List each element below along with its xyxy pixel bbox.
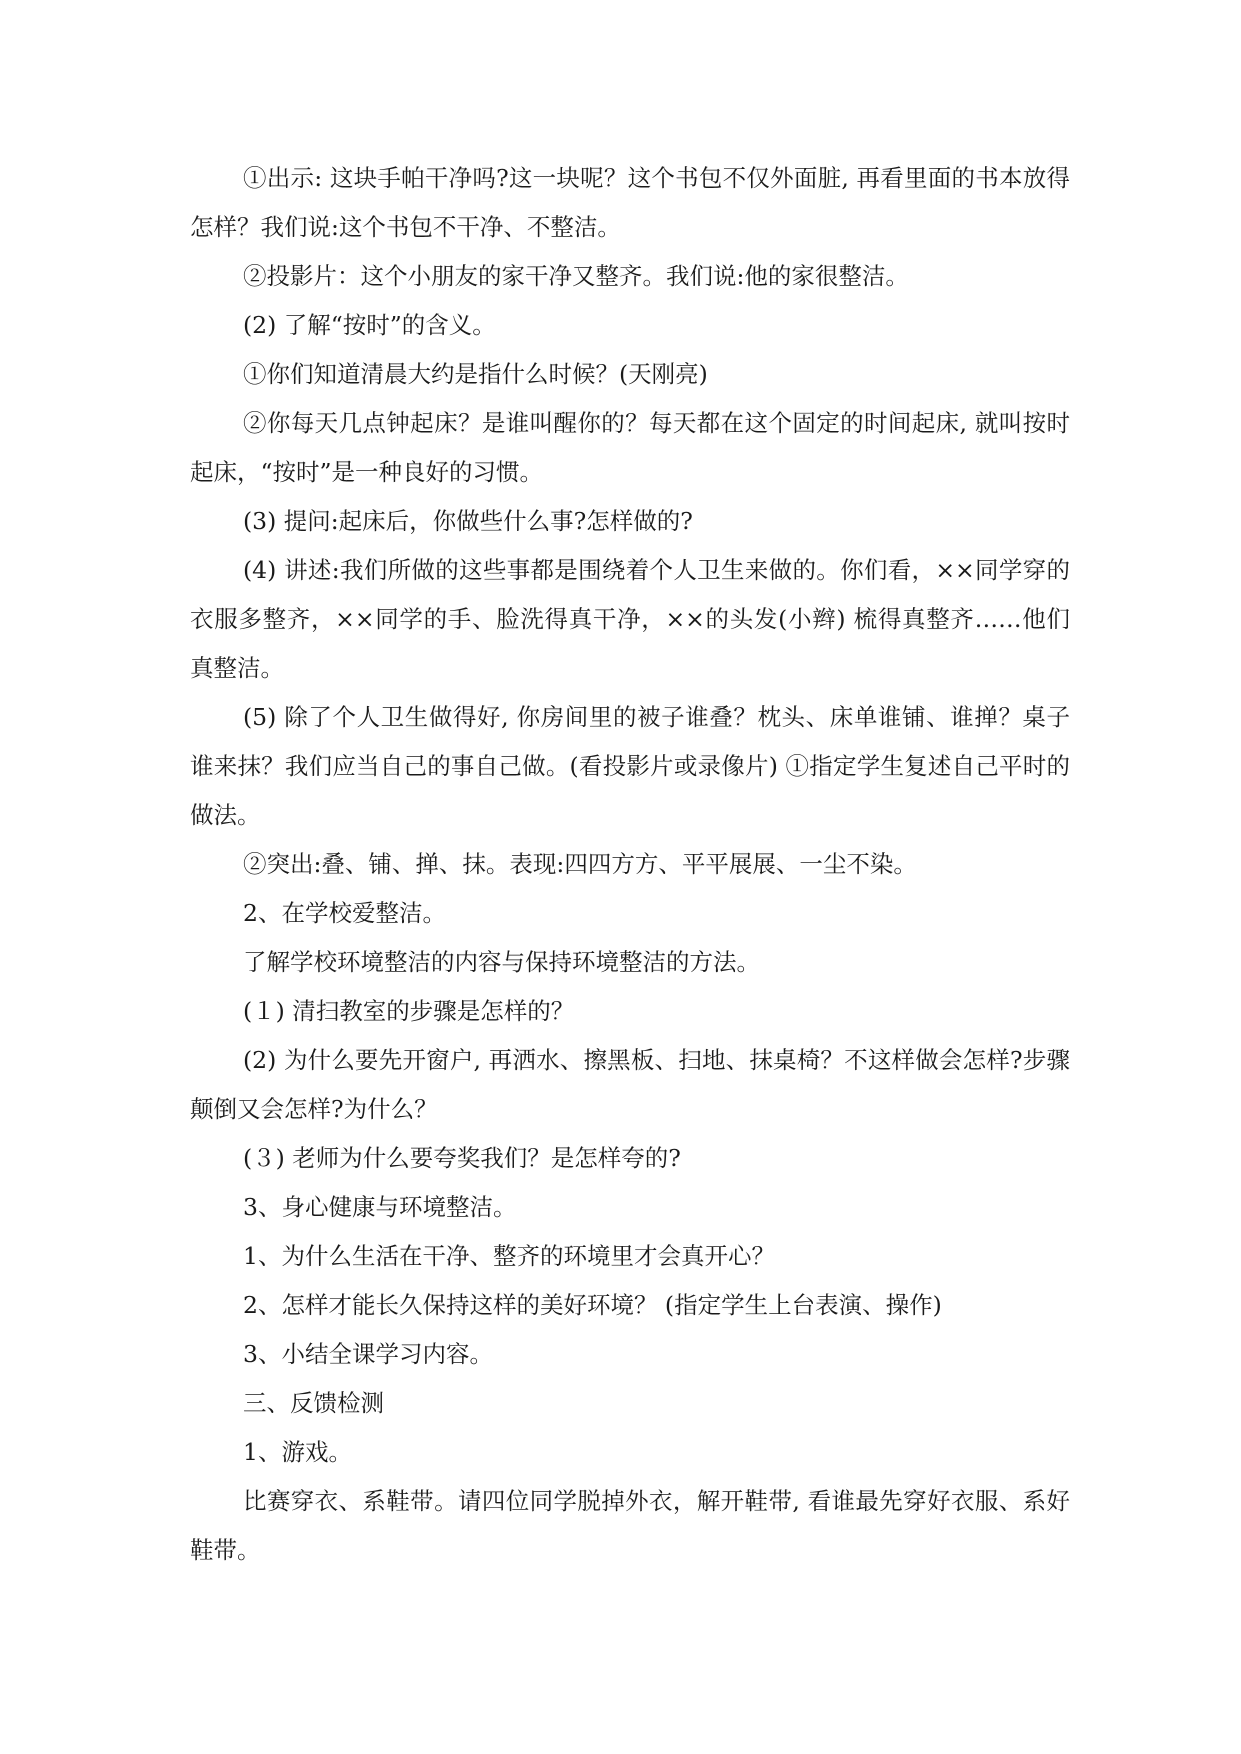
paragraph: (4) 讲述:我们所做的这些事都是围绕着个人卫生来做的。你们看，××同学穿的衣服多整齐，××同学的手、脸洗得真干净，××的头发(小辫) 梳得真整齐……他们真整洁。 — [190, 556, 1070, 682]
document-body — [190, 154, 1070, 1575]
paragraph: 2、在学校爱整洁。 — [243, 899, 446, 927]
paragraph: 3、身心健康与环境整洁。 — [243, 1193, 517, 1221]
paragraph: 了解学校环境整洁的内容与保持环境整洁的方法。 — [243, 948, 760, 976]
paragraph: 3、小结全课学习内容。 — [243, 1340, 493, 1368]
paragraph: 比赛穿衣、系鞋带。请四位同学脱掉外衣，解开鞋带, 看谁最先穿好衣服、系好鞋带。 — [190, 1487, 1070, 1564]
paragraph: 三、反馈检测 — [243, 1389, 384, 1417]
paragraph: 1、游戏。 — [243, 1438, 352, 1466]
paragraph: ①出示: 这块手帕干净吗?这一块呢？这个书包不仅外面脏, 再看里面的书本放得怎样？我们说:这个书包不干净、不整洁。 — [190, 164, 1070, 241]
paragraph: 2、怎样才能长久保持这样的美好环境？ (指定学生上台表演、操作) — [243, 1291, 942, 1319]
paragraph: ②你每天几点钟起床？是谁叫醒你的？每天都在这个固定的时间起床, 就叫按时起床，“按时”是一种良好的习惯。 — [190, 409, 1070, 486]
paragraph: (5) 除了个人卫生做得好, 你房间里的被子谁叠？枕头、床单谁铺、谁掸？桌子谁来抹？我们应当自己的事自己做。(看投影片或录像片) ①指定学生复述自己平时的做法。 — [190, 703, 1070, 829]
paragraph: (１) 清扫教室的步骤是怎样的？ — [243, 997, 575, 1025]
paragraph: ②突出:叠、铺、掸、抹。表现:四四方方、平平展展、一尘不染。 — [243, 850, 917, 878]
paragraph: (3) 提问:起床后，你做些什么事?怎样做的? — [243, 507, 693, 535]
paragraph: (2) 了解“按时”的含义。 — [243, 311, 496, 339]
paragraph: ②投影片：这个小朋友的家干净又整齐。我们说:他的家很整洁。 — [243, 262, 909, 290]
paragraph: 1、为什么生活在干净、整齐的环境里才会真开心？ — [243, 1242, 775, 1270]
paragraph: (2) 为什么要先开窗户, 再洒水、擦黑板、扫地、抹桌椅？不这样做会怎样?步骤颠倒又会怎样?为什么？ — [190, 1046, 1070, 1123]
paragraph: ①你们知道清晨大约是指什么时候？(天刚亮) — [243, 360, 708, 388]
paragraph: (３) 老师为什么要夸奖我们？是怎样夸的? — [243, 1144, 681, 1172]
